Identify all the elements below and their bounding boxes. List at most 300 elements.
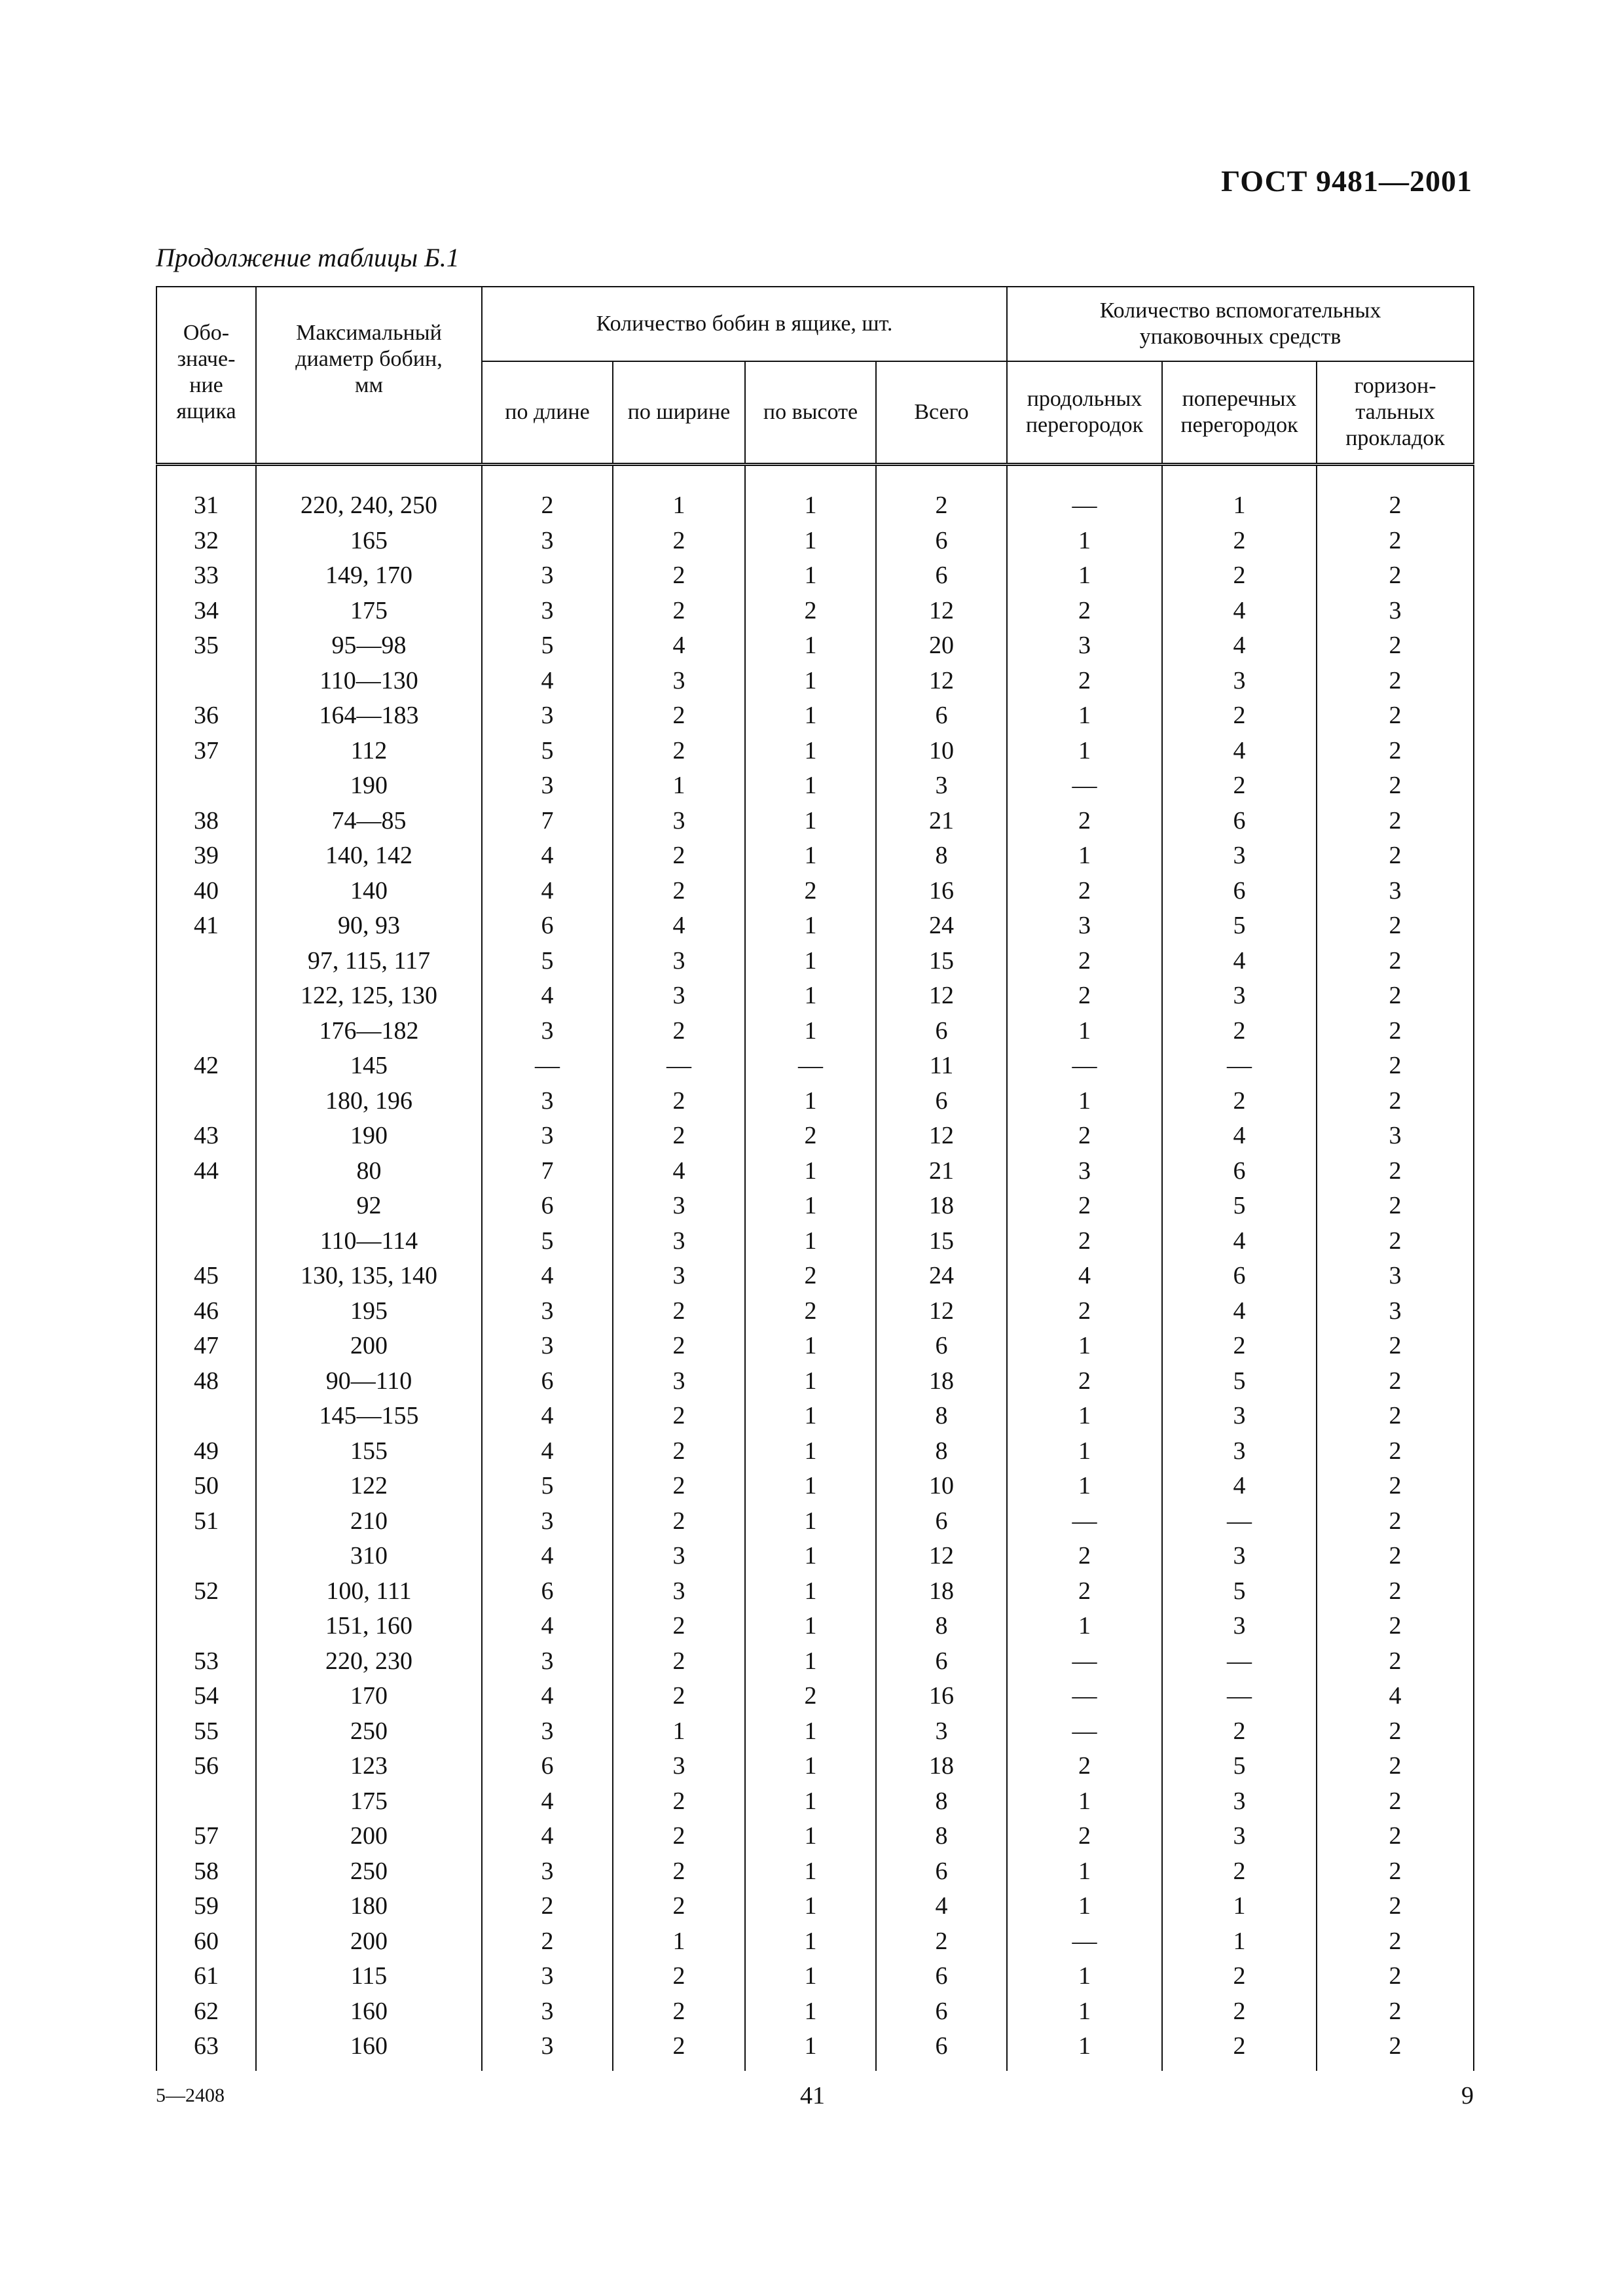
cell-box-designation: 31 [156, 473, 256, 524]
cell-total: 10 [876, 734, 1007, 769]
cell-box-designation: 60 [156, 1924, 256, 1960]
cell-height: 1 [745, 664, 876, 699]
cell-longitudinal: — [1007, 1504, 1162, 1539]
table-row [156, 1749, 1474, 1784]
cell-width: 2 [613, 524, 745, 559]
cell-width: 2 [613, 1854, 745, 1890]
cell-length: 6 [482, 1749, 613, 1784]
cell-transverse: 4 [1162, 1294, 1317, 1329]
cell-transverse: 4 [1162, 1469, 1317, 1504]
cell-total: 6 [876, 1994, 1007, 2030]
cell-max-diameter: 176—182 [256, 1014, 482, 1049]
cell-max-diameter: 220, 230 [256, 1644, 482, 1679]
cell-height: 1 [745, 1644, 876, 1679]
cell-length: 3 [482, 1329, 613, 1364]
cell-longitudinal: 1 [1007, 558, 1162, 594]
cell-longitudinal: 1 [1007, 1469, 1162, 1504]
cell-width: 2 [613, 1959, 745, 1994]
cell-length: 5 [482, 1224, 613, 1259]
table-row [156, 1154, 1474, 1189]
cell-longitudinal: — [1007, 1679, 1162, 1714]
cell-box-designation: 56 [156, 1749, 256, 1784]
cell-box-designation [156, 768, 256, 804]
cell-height: 1 [745, 1819, 876, 1854]
cell-transverse: 3 [1162, 1399, 1317, 1434]
cell-height: 1 [745, 804, 876, 839]
cell-transverse: — [1162, 1644, 1317, 1679]
cell-length: 3 [482, 2029, 613, 2071]
cell-horizontal: 4 [1317, 1679, 1474, 1714]
table-row [156, 1224, 1474, 1259]
cell-height: 1 [745, 1539, 876, 1574]
cell-horizontal: 2 [1317, 1819, 1474, 1854]
table-row [156, 768, 1474, 804]
cell-max-diameter: 200 [256, 1924, 482, 1960]
cell-max-diameter: 140, 142 [256, 838, 482, 874]
cell-total: 8 [876, 838, 1007, 874]
cell-box-designation: 58 [156, 1854, 256, 1890]
cell-horizontal: 2 [1317, 944, 1474, 979]
cell-box-designation: 43 [156, 1119, 256, 1154]
cell-height: 1 [745, 2029, 876, 2071]
table-row [156, 838, 1474, 874]
cell-total: 18 [876, 1749, 1007, 1784]
cell-longitudinal: 2 [1007, 1119, 1162, 1154]
table-row [156, 1609, 1474, 1644]
cell-total: 6 [876, 1644, 1007, 1679]
cell-length: 4 [482, 1679, 613, 1714]
cell-width: 2 [613, 1679, 745, 1714]
cell-transverse: 2 [1162, 1014, 1317, 1049]
cell-box-designation: 49 [156, 1434, 256, 1469]
cell-horizontal: 2 [1317, 1504, 1474, 1539]
cell-horizontal: 2 [1317, 1994, 1474, 2030]
cell-length: 7 [482, 1154, 613, 1189]
cell-height: 1 [745, 473, 876, 524]
cell-box-designation: 57 [156, 1819, 256, 1854]
cell-total: 6 [876, 1504, 1007, 1539]
cell-total: 6 [876, 698, 1007, 734]
cell-horizontal: 2 [1317, 804, 1474, 839]
footer-page-number: 9 [1461, 2082, 1474, 2109]
cell-horizontal: 2 [1317, 978, 1474, 1014]
cell-longitudinal: 2 [1007, 1364, 1162, 1399]
cell-horizontal: 2 [1317, 664, 1474, 699]
cell-transverse: 5 [1162, 1749, 1317, 1784]
cell-transverse: 6 [1162, 874, 1317, 909]
cell-max-diameter: 90, 93 [256, 908, 482, 944]
cell-max-diameter: 250 [256, 1854, 482, 1890]
cell-height: 1 [745, 1399, 876, 1434]
cell-width: 2 [613, 1889, 745, 1924]
cell-height: 1 [745, 1154, 876, 1189]
table-row [156, 1049, 1474, 1084]
separator-cell [613, 465, 745, 473]
cell-max-diameter: 112 [256, 734, 482, 769]
separator-cell [156, 465, 256, 473]
cell-longitudinal: 3 [1007, 1154, 1162, 1189]
table-row [156, 1924, 1474, 1960]
cell-horizontal: 3 [1317, 1294, 1474, 1329]
cell-length: 4 [482, 874, 613, 909]
cell-max-diameter: 97, 115, 117 [256, 944, 482, 979]
separator-cell [256, 465, 482, 473]
cell-width: 2 [613, 1399, 745, 1434]
cell-total: 12 [876, 978, 1007, 1014]
cell-height: 1 [745, 524, 876, 559]
cell-transverse: 2 [1162, 1854, 1317, 1890]
cell-horizontal: 3 [1317, 594, 1474, 629]
table-row [156, 1819, 1474, 1854]
cell-length: 3 [482, 594, 613, 629]
cell-length: 3 [482, 1994, 613, 2030]
cell-transverse: 6 [1162, 1154, 1317, 1189]
cell-max-diameter: 110—130 [256, 664, 482, 699]
cell-longitudinal: 1 [1007, 1994, 1162, 2030]
cell-horizontal: 2 [1317, 628, 1474, 664]
cell-total: 6 [876, 1014, 1007, 1049]
cell-transverse: — [1162, 1049, 1317, 1084]
cell-longitudinal: 2 [1007, 978, 1162, 1014]
cell-total: 16 [876, 1679, 1007, 1714]
cell-max-diameter: 180, 196 [256, 1084, 482, 1119]
data-table [156, 286, 1474, 2071]
cell-longitudinal: 1 [1007, 1784, 1162, 1820]
header-transverse [1162, 361, 1317, 465]
header-max-diameter [256, 287, 482, 465]
cell-width: 3 [613, 1364, 745, 1399]
cell-height: 1 [745, 1889, 876, 1924]
table-row [156, 1784, 1474, 1820]
cell-length: 4 [482, 838, 613, 874]
cell-longitudinal: 2 [1007, 944, 1162, 979]
cell-transverse: 2 [1162, 2029, 1317, 2071]
cell-total: 6 [876, 558, 1007, 594]
cell-horizontal: 2 [1317, 1469, 1474, 1504]
cell-box-designation [156, 1224, 256, 1259]
cell-total: 12 [876, 1539, 1007, 1574]
cell-longitudinal: 1 [1007, 1609, 1162, 1644]
cell-horizontal: 2 [1317, 908, 1474, 944]
table-header [156, 287, 1474, 465]
table-row [156, 908, 1474, 944]
table-row [156, 734, 1474, 769]
cell-box-designation [156, 1014, 256, 1049]
cell-width: 2 [613, 1294, 745, 1329]
separator-cell [482, 465, 613, 473]
cell-horizontal: 2 [1317, 1224, 1474, 1259]
cell-total: 6 [876, 1959, 1007, 1994]
cell-length: 6 [482, 1189, 613, 1224]
cell-total: 18 [876, 1364, 1007, 1399]
cell-length: 4 [482, 978, 613, 1014]
cell-max-diameter: 175 [256, 1784, 482, 1820]
cell-longitudinal: 3 [1007, 908, 1162, 944]
cell-horizontal: 2 [1317, 1609, 1474, 1644]
table-row [156, 1189, 1474, 1224]
cell-box-designation: 42 [156, 1049, 256, 1084]
cell-height: 1 [745, 1084, 876, 1119]
cell-total: 2 [876, 473, 1007, 524]
cell-horizontal: 2 [1317, 1924, 1474, 1960]
cell-box-designation: 45 [156, 1259, 256, 1294]
header-total-label: Всего [914, 400, 969, 424]
cell-box-designation: 46 [156, 1294, 256, 1329]
cell-total: 8 [876, 1819, 1007, 1854]
cell-length: 2 [482, 473, 613, 524]
cell-max-diameter: 175 [256, 594, 482, 629]
cell-horizontal: 2 [1317, 1084, 1474, 1119]
cell-box-designation: 48 [156, 1364, 256, 1399]
cell-length: 3 [482, 1959, 613, 1994]
cell-transverse: 3 [1162, 1784, 1317, 1820]
cell-longitudinal: 1 [1007, 2029, 1162, 2071]
cell-box-designation: 54 [156, 1679, 256, 1714]
cell-horizontal: 2 [1317, 1539, 1474, 1574]
cell-horizontal: 2 [1317, 524, 1474, 559]
cell-width: 3 [613, 804, 745, 839]
cell-total: 8 [876, 1784, 1007, 1820]
cell-max-diameter: 92 [256, 1189, 482, 1224]
cell-total: 24 [876, 908, 1007, 944]
cell-transverse: 1 [1162, 1889, 1317, 1924]
cell-max-diameter: 190 [256, 1119, 482, 1154]
cell-box-designation [156, 944, 256, 979]
cell-width: 2 [613, 698, 745, 734]
cell-max-diameter: 122 [256, 1469, 482, 1504]
cell-longitudinal: 2 [1007, 1189, 1162, 1224]
cell-longitudinal: 2 [1007, 594, 1162, 629]
cell-horizontal: 2 [1317, 1889, 1474, 1924]
header-length [482, 361, 613, 465]
cell-width: 3 [613, 1749, 745, 1784]
cell-longitudinal: 1 [1007, 1014, 1162, 1049]
cell-box-designation: 37 [156, 734, 256, 769]
cell-height: 2 [745, 1119, 876, 1154]
cell-transverse: 4 [1162, 1119, 1317, 1154]
separator-cell [1007, 465, 1162, 473]
table-row [156, 2029, 1474, 2071]
cell-height: 2 [745, 874, 876, 909]
table-row [156, 1434, 1474, 1469]
cell-width: 3 [613, 1539, 745, 1574]
cell-box-designation [156, 1784, 256, 1820]
cell-horizontal: 2 [1317, 698, 1474, 734]
table-row [156, 874, 1474, 909]
cell-length: 3 [482, 1119, 613, 1154]
cell-width: 3 [613, 1224, 745, 1259]
cell-longitudinal: 4 [1007, 1259, 1162, 1294]
table-row [156, 664, 1474, 699]
cell-longitudinal: 2 [1007, 664, 1162, 699]
cell-height: 1 [745, 734, 876, 769]
cell-box-designation [156, 664, 256, 699]
cell-length: 2 [482, 1889, 613, 1924]
cell-total: 15 [876, 1224, 1007, 1259]
cell-total: 6 [876, 524, 1007, 559]
cell-horizontal: 2 [1317, 1714, 1474, 1749]
footer-print-code: 5—2408 [156, 2085, 225, 2106]
table-row [156, 1574, 1474, 1609]
cell-longitudinal: 2 [1007, 1574, 1162, 1609]
cell-box-designation [156, 1399, 256, 1434]
cell-horizontal: 2 [1317, 838, 1474, 874]
cell-transverse: 2 [1162, 558, 1317, 594]
table-row [156, 1294, 1474, 1329]
cell-box-designation: 44 [156, 1154, 256, 1189]
header-max-diameter-label: Максимальный диаметр бобин, мм [295, 321, 443, 397]
table-row [156, 1329, 1474, 1364]
cell-length: 3 [482, 558, 613, 594]
cell-max-diameter: 200 [256, 1819, 482, 1854]
separator-cell [1162, 465, 1317, 473]
cell-height: 1 [745, 944, 876, 979]
cell-width: 3 [613, 664, 745, 699]
cell-total: 18 [876, 1189, 1007, 1224]
table-row [156, 1644, 1474, 1679]
table-row [156, 1504, 1474, 1539]
table-row [156, 1679, 1474, 1714]
cell-length: 4 [482, 664, 613, 699]
cell-transverse: 5 [1162, 1364, 1317, 1399]
cell-transverse: — [1162, 1679, 1317, 1714]
cell-length: 4 [482, 1259, 613, 1294]
cell-length: 3 [482, 1294, 613, 1329]
cell-total: 12 [876, 594, 1007, 629]
cell-width: 3 [613, 1189, 745, 1224]
header-height-label: по высоте [763, 400, 858, 424]
cell-box-designation: 36 [156, 698, 256, 734]
cell-length: — [482, 1049, 613, 1084]
cell-horizontal: 2 [1317, 1434, 1474, 1469]
cell-max-diameter: 160 [256, 2029, 482, 2071]
cell-length: 5 [482, 1469, 613, 1504]
table-row [156, 628, 1474, 664]
table-row [156, 1119, 1474, 1154]
cell-width: 2 [613, 1469, 745, 1504]
cell-max-diameter: 95—98 [256, 628, 482, 664]
cell-max-diameter: 250 [256, 1714, 482, 1749]
cell-length: 4 [482, 1784, 613, 1820]
cell-box-designation: 52 [156, 1574, 256, 1609]
cell-width: 2 [613, 594, 745, 629]
cell-height: 1 [745, 1329, 876, 1364]
table-row [156, 1259, 1474, 1294]
header-group-bobbins-label: Количество бобин в ящике, шт. [596, 312, 893, 336]
cell-horizontal: 3 [1317, 874, 1474, 909]
cell-length: 7 [482, 804, 613, 839]
cell-longitudinal: 2 [1007, 1224, 1162, 1259]
cell-max-diameter: 195 [256, 1294, 482, 1329]
cell-width: 4 [613, 1154, 745, 1189]
cell-transverse: 5 [1162, 908, 1317, 944]
cell-total: 6 [876, 1854, 1007, 1890]
cell-length: 6 [482, 1574, 613, 1609]
cell-total: 21 [876, 1154, 1007, 1189]
document-code: ГОСТ 9481—2001 [1221, 164, 1472, 198]
table-row [156, 1469, 1474, 1504]
cell-transverse: 5 [1162, 1574, 1317, 1609]
cell-box-designation [156, 1189, 256, 1224]
cell-horizontal: 2 [1317, 473, 1474, 524]
cell-box-designation [156, 1539, 256, 1574]
table-row [156, 558, 1474, 594]
cell-width: 1 [613, 473, 745, 524]
cell-length: 5 [482, 944, 613, 979]
table-row [156, 1854, 1474, 1890]
cell-transverse: 2 [1162, 1329, 1317, 1364]
cell-transverse: 6 [1162, 1259, 1317, 1294]
cell-height: 1 [745, 1189, 876, 1224]
cell-width: 2 [613, 1644, 745, 1679]
cell-horizontal: 2 [1317, 1014, 1474, 1049]
cell-horizontal: 2 [1317, 558, 1474, 594]
cell-max-diameter: 74—85 [256, 804, 482, 839]
cell-width: 4 [613, 908, 745, 944]
cell-height: 1 [745, 1434, 876, 1469]
cell-height: — [745, 1049, 876, 1084]
cell-longitudinal: 1 [1007, 1959, 1162, 1994]
cell-box-designation: 34 [156, 594, 256, 629]
cell-width: 2 [613, 1084, 745, 1119]
cell-length: 3 [482, 1644, 613, 1679]
cell-horizontal: 2 [1317, 734, 1474, 769]
cell-width: 2 [613, 1014, 745, 1049]
cell-length: 3 [482, 1014, 613, 1049]
table-row [156, 594, 1474, 629]
cell-width: 2 [613, 874, 745, 909]
header-box-designation-label: Обо- значе- ние ящика [176, 321, 236, 423]
cell-width: 2 [613, 2029, 745, 2071]
cell-width: 1 [613, 1924, 745, 1960]
cell-length: 6 [482, 908, 613, 944]
table-row [156, 1364, 1474, 1399]
cell-total: 4 [876, 1889, 1007, 1924]
cell-height: 1 [745, 1924, 876, 1960]
cell-box-designation [156, 978, 256, 1014]
cell-box-designation: 55 [156, 1714, 256, 1749]
cell-width: 3 [613, 978, 745, 1014]
cell-length: 3 [482, 1504, 613, 1539]
cell-box-designation: 39 [156, 838, 256, 874]
cell-height: 1 [745, 768, 876, 804]
cell-width: — [613, 1049, 745, 1084]
cell-total: 6 [876, 2029, 1007, 2071]
cell-longitudinal: 2 [1007, 1819, 1162, 1854]
cell-length: 3 [482, 1714, 613, 1749]
cell-horizontal: 2 [1317, 1329, 1474, 1364]
cell-box-designation: 32 [156, 524, 256, 559]
cell-horizontal: 2 [1317, 768, 1474, 804]
cell-height: 1 [745, 1574, 876, 1609]
cell-total: 18 [876, 1574, 1007, 1609]
cell-transverse: 2 [1162, 768, 1317, 804]
cell-horizontal: 2 [1317, 1364, 1474, 1399]
cell-total: 3 [876, 1714, 1007, 1749]
cell-height: 1 [745, 1224, 876, 1259]
cell-horizontal: 2 [1317, 1784, 1474, 1820]
cell-transverse: 2 [1162, 1714, 1317, 1749]
cell-box-designation: 40 [156, 874, 256, 909]
cell-total: 12 [876, 1119, 1007, 1154]
cell-width: 2 [613, 838, 745, 874]
cell-longitudinal: — [1007, 1644, 1162, 1679]
cell-horizontal: 3 [1317, 1119, 1474, 1154]
cell-width: 3 [613, 1259, 745, 1294]
cell-horizontal: 2 [1317, 1574, 1474, 1609]
table-row [156, 524, 1474, 559]
cell-longitudinal: 1 [1007, 698, 1162, 734]
